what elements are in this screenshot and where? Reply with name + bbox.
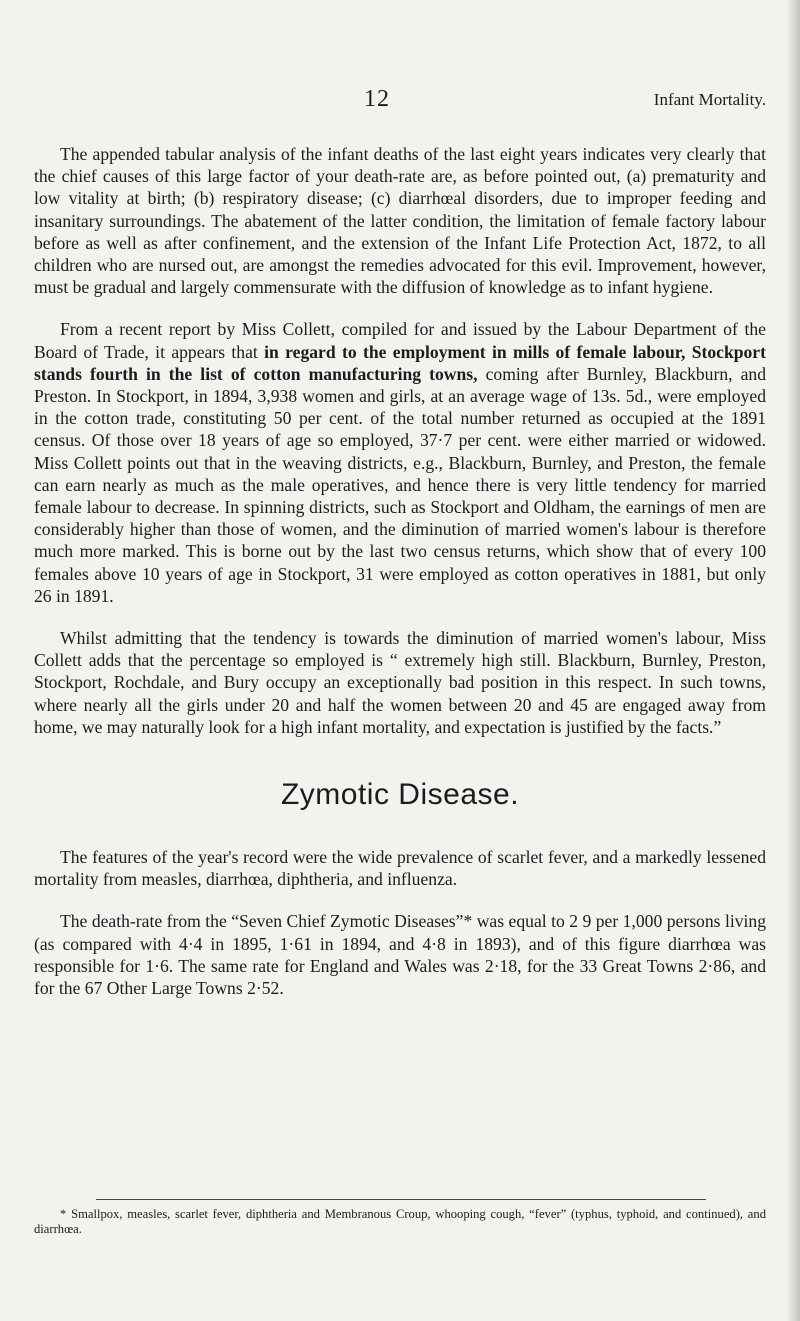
paragraph-married-labour: Whilst admitting that the tendency is towards the diminution of married women's labour, Miss Collett adds that the percentage so employed is “ extremely high still. Blackburn, Burnley, Preston, Stockport, Rochdale, and Bury occupy an exceptionally bad position in this respect. In such towns, where nearly all the girls under 20 and half the women between 20 and 45 are engaged away from home, we may naturally look for a high infant mortality, and expectation is justified by the facts.” xyxy=(34,628,766,737)
page-edge-shadow xyxy=(786,0,800,1321)
paragraph-lead: From a recent report by Miss Collett, compiled for and issued by the Labour Department of the Board of Trade, it appears that xyxy=(34,319,766,362)
footnote: * Smallpox, measles, scarlet fever, diphtheria and Membranous Croup, whooping cough, “fever” (typhus, typhoid, and continued), and diarrhœa. xyxy=(34,1207,766,1236)
running-head xyxy=(34,86,766,116)
footnote-divider xyxy=(96,1199,706,1200)
body-text xyxy=(34,143,766,999)
running-title: Infant Mortality. xyxy=(653,90,766,109)
paragraph-infant-deaths: The appended tabular analysis of the infant deaths of the last eight years indicates very clearly that the chief causes of this large factor of your death-rate are, as before pointed out, (a) prematurity and low vitality at birth; (b) respiratory disease; (c) diarrhœal disorders, due to improper feeding and insanitary surroundings. The abatement of the latter condition, the limitation of female factory labour before as well as after confinement, and the extension of the Infant Life Protection Act, 1872, to all children who are nursed out, are amongst the remedies advocated for this evil. Improvement, however, must be gradual and largely commensurate with the diffusion of knowledge as to infant hygiene. xyxy=(34,144,766,298)
paragraph-death-rate: The death-rate from the “Seven Chief Zymotic Diseases”* was equal to 2 9 per 1,000 persons living (as compared with 4·4 in 1895, 1·61 in 1894, and 4·8 in 1893), and of this figure diarrhœa was responsible for 1·6. The same rate for England and Wales was 2·18, for the 33 Great Towns 2·86, and for the 67 Other Large Towns 2·52. xyxy=(34,911,766,999)
emphasized-finding: in regard to the employment in mills of female labour, Stockport stands fourth in the list of cotton manufacturing towns, xyxy=(34,341,766,384)
paragraph-rest: coming after Burnley, Blackburn, and Preston. In Stockport, in 1894, 3,938 women and girls, at an average wage of 13s. 5d., were employed in the cotton trade, constituting 50 per cent. of the total number returned as occupied at the 1891 census. Of those over 18 years of age so employed, 37·7 per cent. were either married or widowed. Miss Collett points out that in the weaving districts, e.g., Blackburn, Burnley, and Preston, the female can earn nearly as much as the male operatives, and hence there is very little tendency for married female labour to decrease. In spinning districts, such as Stockport and Oldham, the earnings of men are considerably higher than those of women, and the diminution of married women's labour is therefore much more marked. This is borne out by the last two census returns, which show that of every 100 females above 10 years of age in Stockport, 31 were employed as cotton operatives in 1881, but only 26 in 1891. xyxy=(34,363,767,606)
paragraph-year-features: The features of the year's record were the wide prevalence of scarlet fever, and a markedly lessened mortality from measles, diarrhœa, diphtheria, and influenza. xyxy=(34,847,766,890)
page-number: 12 xyxy=(364,86,390,112)
paragraph-collett-report xyxy=(34,318,766,607)
section-heading: Zymotic Disease. xyxy=(280,778,520,812)
page-content xyxy=(34,0,766,1321)
